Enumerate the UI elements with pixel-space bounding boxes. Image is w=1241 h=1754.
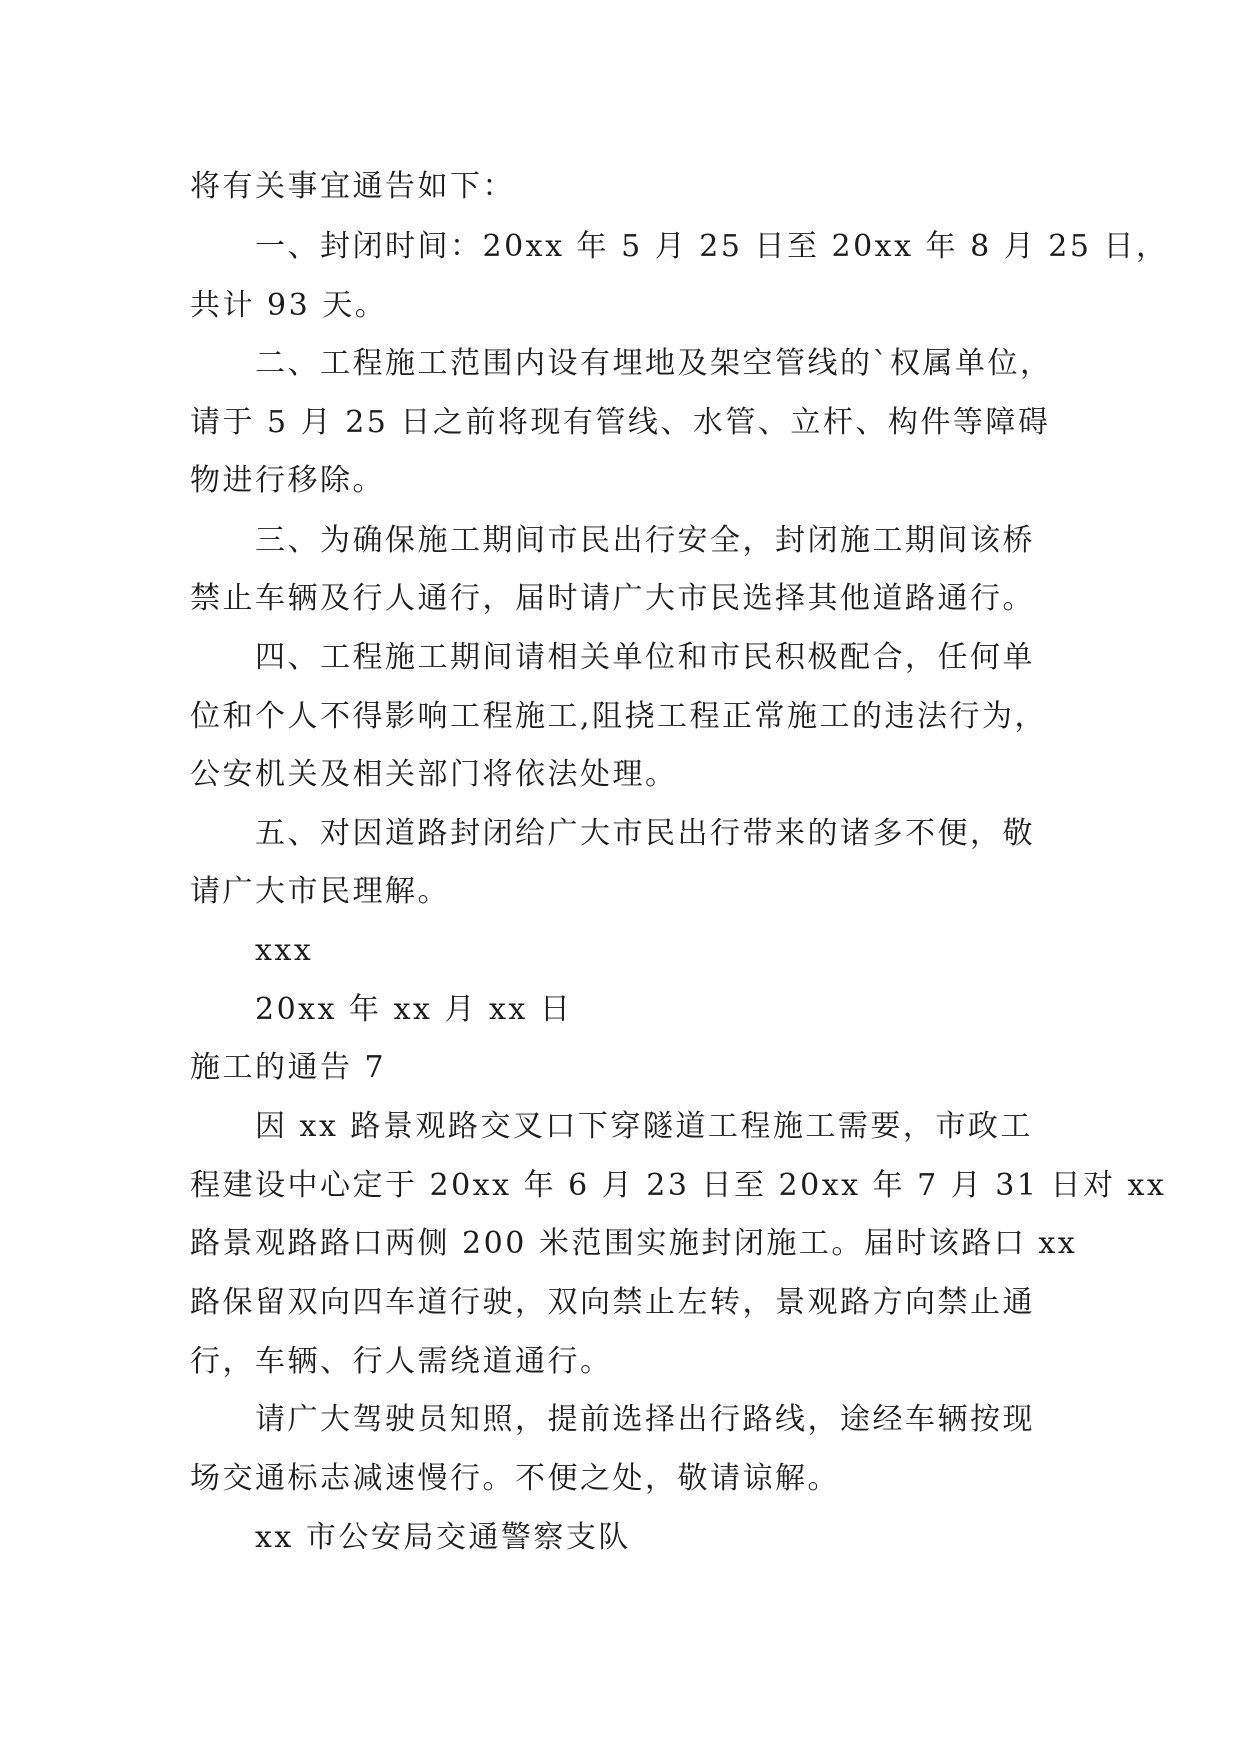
body-line: 一、封闭时间：20xx 年 5 月 25 日至 20xx 年 8 月 25 日，: [255, 229, 1169, 264]
body-line: 路保留双向四车道行驶，双向禁止左转，景观路方向禁止通: [190, 1285, 1035, 1320]
body-line: 因 xx 路景观路交叉口下穿隧道工程施工需要，市政工: [255, 1109, 1033, 1144]
body-line: 二、工程施工范围内设有埋地及架空管线的`权属单位，: [255, 346, 1053, 381]
section-heading: 施工的通告 7: [190, 1050, 387, 1085]
body-line: 行，车辆、行人需绕道通行。: [190, 1344, 613, 1379]
issuer-signature: xx 市公安局交通警察支队: [255, 1520, 631, 1555]
body-line: 请广大驾驶员知照，提前选择出行路线，途经车辆按现: [255, 1402, 1035, 1437]
body-line: 禁止车辆及行人通行，届时请广大市民选择其他道路通行。: [190, 581, 1035, 616]
body-line: 四、工程施工期间请相关单位和市民积极配合，任何单: [255, 640, 1035, 675]
body-line: 请于 5 月 25 日之前将现有管线、水管、立杆、构件等障碍: [190, 405, 1051, 440]
body-line: 三、为确保施工期间市民出行安全，封闭施工期间该桥: [255, 523, 1035, 558]
signature-date: 20xx 年 xx 月 xx 日: [255, 992, 573, 1027]
body-line: 物进行移除。: [190, 463, 385, 498]
body-line: 场交通标志减速慢行。不便之处，敬请谅解。: [190, 1461, 840, 1496]
body-line: 程建设中心定于 20xx 年 6 月 23 日至 20xx 年 7 月 31 日对 xx: [190, 1168, 1167, 1203]
body-line: 将有关事宜通告如下：: [190, 169, 515, 204]
body-line: 共计 93 天。: [190, 288, 388, 323]
body-line: 路景观路路口两侧 200 米范围实施封闭施工。届时该路口 xx: [190, 1226, 1078, 1261]
body-line: 位和个人不得影响工程施工,阻挠工程正常施工的违法行为，: [190, 699, 1048, 734]
body-line: 请广大市民理解。: [190, 874, 450, 909]
body-line: 五、对因道路封闭给广大市民出行带来的诸多不便，敬: [255, 816, 1035, 851]
signature-name: xxx: [255, 933, 314, 968]
body-line: 公安机关及相关部门将依法处理。: [190, 757, 678, 792]
